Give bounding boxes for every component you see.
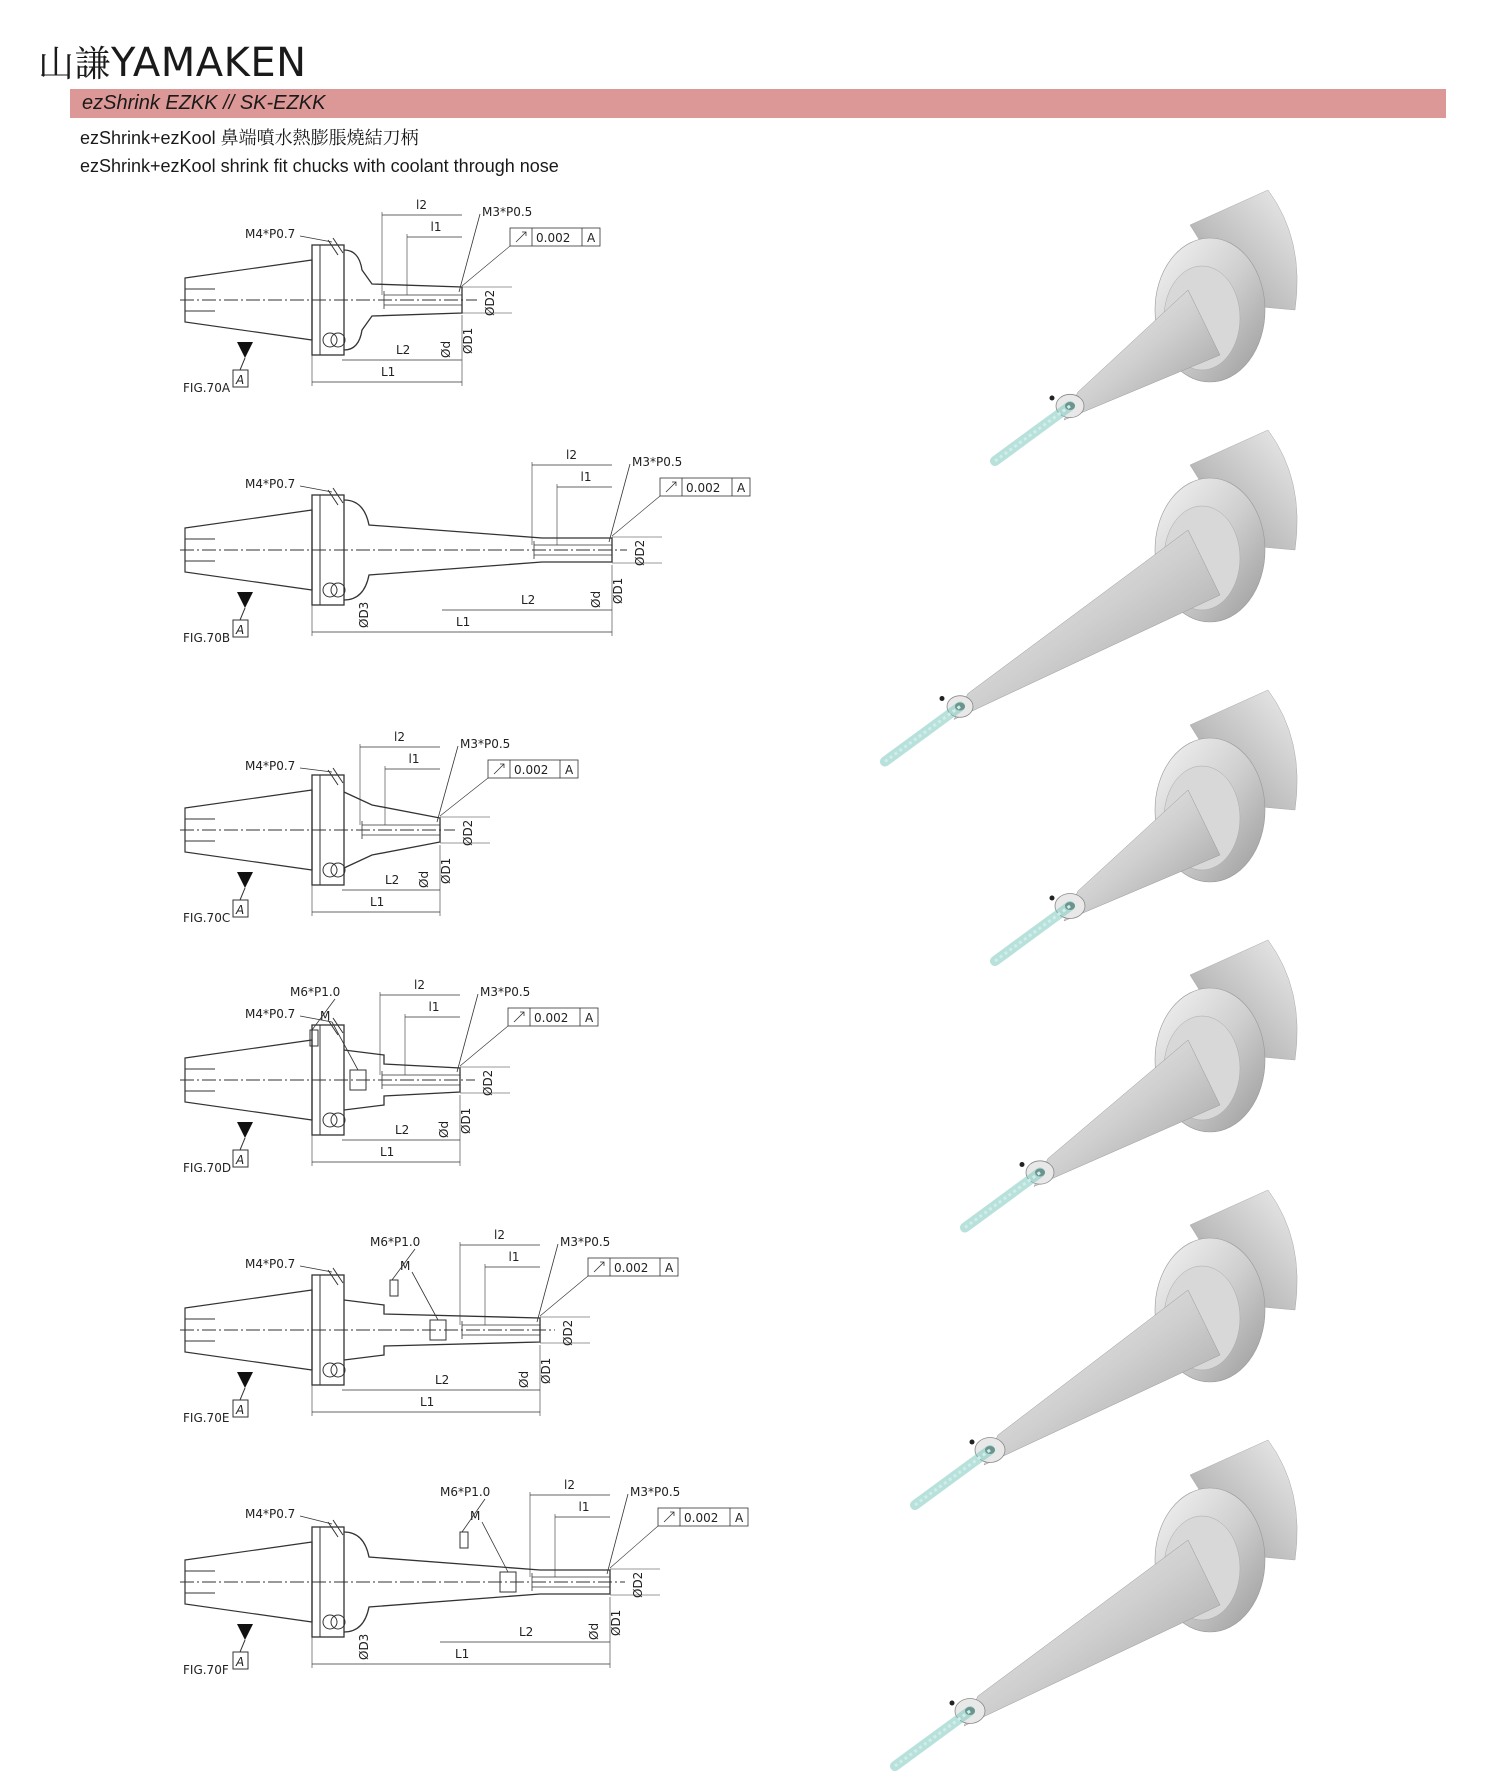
datum-leader	[240, 1138, 245, 1150]
tool-holder-render	[995, 690, 1297, 961]
side-screw	[310, 1030, 318, 1046]
runout-datum: A	[665, 1261, 674, 1275]
figure-id: FIG.70F	[183, 1663, 229, 1677]
flange-keyway	[331, 583, 345, 597]
m3-label: M3*P0.5	[560, 1235, 611, 1249]
m3-leader	[607, 1494, 628, 1574]
dim-L1-label: L1	[380, 1145, 395, 1159]
shank-render	[964, 1540, 1220, 1726]
dim-d2-label: ØD2	[461, 819, 475, 846]
runout-datum: A	[735, 1511, 744, 1525]
m6-leader	[462, 1499, 485, 1532]
thread-leader	[300, 1266, 332, 1272]
dim-l2-label: l2	[414, 978, 425, 992]
thread-label: M4*P0.7	[245, 477, 296, 491]
dim-l2-label: l2	[394, 730, 405, 744]
coolant-screw	[328, 1522, 338, 1537]
runout-icon	[514, 1012, 524, 1022]
datum-leader	[240, 608, 245, 620]
runout-datum: A	[737, 481, 746, 495]
m6-label: M6*P1.0	[290, 985, 341, 999]
thread-leader	[300, 236, 332, 242]
datum-label: A	[236, 623, 245, 637]
side-screw	[390, 1280, 398, 1296]
dim-d3-label: ØD3	[357, 1633, 371, 1660]
subtitle-en: ezShrink+ezKool shrink fit chucks with coolant through nose	[80, 156, 559, 176]
runout-icon	[594, 1262, 604, 1272]
flange-keyway	[323, 333, 337, 347]
technical-drawing	[180, 1228, 678, 1425]
dim-L2-label: L2	[385, 873, 400, 887]
coolant-screw	[328, 770, 338, 785]
coolant-screw	[328, 240, 338, 255]
brand-cjk: 山謙	[38, 44, 112, 85]
datum-leader	[240, 888, 245, 900]
runout-tolerance: 0.002	[686, 481, 721, 495]
dim-d-label: Ød	[417, 870, 431, 888]
coolant-screw	[328, 1270, 338, 1285]
runout-icon	[664, 1512, 674, 1522]
dim-d2-label: ØD2	[483, 289, 497, 316]
datum-triangle	[237, 592, 253, 608]
m3-label: M3*P0.5	[460, 737, 511, 751]
dim-d1-label: ØD1	[609, 1609, 623, 1636]
band-title: ezShrink EZKK // SK-EZKK	[82, 92, 326, 114]
figure-id: FIG.70B	[183, 631, 231, 645]
dim-L2-label: L2	[519, 1625, 534, 1639]
datum-triangle	[237, 872, 253, 888]
coolant-hole	[1020, 1162, 1025, 1167]
dim-l2-label: l2	[416, 198, 427, 212]
runout-leader	[540, 1276, 588, 1316]
flange-keyway	[331, 1363, 345, 1377]
m-label: M	[470, 1509, 481, 1523]
m3-label: M3*P0.5	[630, 1485, 681, 1499]
dim-L2-label: L2	[395, 1123, 410, 1137]
dim-d3-label: ØD3	[357, 601, 371, 628]
runout-icon	[516, 232, 526, 242]
m3-leader	[537, 1244, 558, 1322]
thread-leader	[300, 1516, 332, 1524]
dim-l2-label: l2	[566, 448, 577, 462]
dim-l1-label: l1	[580, 470, 592, 484]
thread-label: M4*P0.7	[245, 1007, 296, 1021]
dim-d2-label: ØD2	[561, 1319, 575, 1346]
shank-render	[1064, 790, 1220, 921]
runout-leader	[612, 496, 660, 536]
m3-leader	[437, 746, 458, 822]
m6-label: M6*P1.0	[370, 1235, 421, 1249]
shank-render	[954, 530, 1220, 720]
m3-leader	[459, 214, 480, 292]
tool-holder-render	[995, 190, 1297, 461]
runout-tolerance: 0.002	[684, 1511, 719, 1525]
m3-label: M3*P0.5	[482, 205, 533, 219]
runout-leader	[462, 246, 510, 286]
datum-label: A	[236, 373, 245, 387]
technical-drawing	[180, 448, 750, 645]
dim-L1-label: L1	[456, 615, 471, 629]
thread-leader	[300, 486, 332, 492]
flange-keyway	[331, 1113, 345, 1127]
side-screw	[460, 1532, 468, 1548]
shank-render	[1064, 290, 1220, 420]
flange-keyway	[331, 863, 345, 877]
dim-l2-label: l2	[494, 1228, 505, 1242]
dim-l2-label: l2	[564, 1478, 575, 1492]
coolant-hole	[1050, 396, 1055, 401]
coolant-hole	[970, 1440, 975, 1445]
tool-holder-render	[895, 1440, 1297, 1766]
dim-L1-label: L1	[420, 1395, 435, 1409]
m-label: M	[400, 1259, 411, 1273]
datum-leader	[240, 1388, 245, 1400]
dim-l1-label: l1	[408, 752, 420, 766]
dim-d-label: Ød	[589, 590, 603, 608]
m6-leader	[392, 1249, 415, 1280]
runout-tolerance: 0.002	[514, 763, 549, 777]
dim-d1-label: ØD1	[439, 857, 453, 884]
datum-triangle	[237, 1122, 253, 1138]
dim-d-label: Ød	[517, 1370, 531, 1388]
coolant-hole	[940, 696, 945, 701]
coolant-screw	[328, 490, 338, 505]
datum-leader	[240, 358, 245, 370]
flange-keyway	[323, 863, 337, 877]
flange-keyway	[323, 1615, 337, 1629]
m-label: M	[320, 1009, 331, 1023]
dim-L1-label: L1	[455, 1647, 470, 1661]
dim-L1-label: L1	[370, 895, 385, 909]
dim-d1-label: ØD1	[611, 577, 625, 604]
dim-l1-label: l1	[578, 1500, 590, 1514]
runout-icon	[666, 482, 676, 492]
datum-label: A	[236, 903, 245, 917]
thread-label: M4*P0.7	[245, 759, 296, 773]
dim-d-label: Ød	[437, 1120, 451, 1138]
figure-id: FIG.70A	[183, 381, 231, 395]
runout-icon	[494, 764, 504, 774]
datum-triangle	[237, 342, 253, 358]
dim-d-label: Ød	[439, 340, 453, 358]
thread-label: M4*P0.7	[245, 1257, 296, 1271]
technical-drawing	[180, 978, 598, 1175]
datum-leader	[240, 1640, 245, 1652]
datum-label: A	[236, 1655, 245, 1669]
thread-label: M4*P0.7	[245, 227, 296, 241]
technical-drawing	[180, 198, 600, 395]
m-leader	[482, 1522, 508, 1572]
dim-d-label: Ød	[587, 1622, 601, 1640]
m3-leader	[457, 994, 478, 1072]
dim-d1-label: ØD1	[461, 327, 475, 354]
coolant-hole	[1050, 896, 1055, 901]
dim-L2-label: L2	[435, 1373, 450, 1387]
runout-leader	[460, 1026, 508, 1066]
subtitle-zh: ezShrink+ezKool 鼻端噴水熱膨脹燒結刀柄	[80, 128, 419, 148]
thread-leader	[300, 768, 332, 772]
runout-datum: A	[587, 231, 596, 245]
dim-l1-label: l1	[508, 1250, 520, 1264]
runout-leader	[610, 1526, 658, 1568]
figure-id: FIG.70C	[183, 911, 231, 925]
datum-triangle	[237, 1372, 253, 1388]
dim-d1-label: ØD1	[459, 1107, 473, 1134]
figure-id: FIG.70E	[183, 1411, 230, 1425]
tool-holder-render	[965, 940, 1297, 1228]
technical-drawing	[180, 1478, 748, 1677]
flange-keyway	[323, 583, 337, 597]
dim-d2-label: ØD2	[481, 1069, 495, 1096]
dim-L2-label: L2	[396, 343, 411, 357]
runout-tolerance: 0.002	[536, 231, 571, 245]
brand-latin: YAMAKEN	[111, 40, 307, 86]
dim-d2-label: ØD2	[633, 539, 647, 566]
m3-leader	[609, 464, 630, 542]
figure-id: FIG.70D	[183, 1161, 232, 1175]
runout-tolerance: 0.002	[534, 1011, 569, 1025]
runout-tolerance: 0.002	[614, 1261, 649, 1275]
dim-d1-label: ØD1	[539, 1357, 553, 1384]
runout-datum: A	[585, 1011, 594, 1025]
coolant-hole	[950, 1701, 955, 1706]
datum-triangle	[237, 1624, 253, 1640]
shank-render	[984, 1290, 1220, 1465]
datum-label: A	[236, 1153, 245, 1167]
flange-keyway	[331, 1615, 345, 1629]
thread-label: M4*P0.7	[245, 1507, 296, 1521]
runout-datum: A	[565, 763, 574, 777]
dim-l1-label: l1	[430, 220, 442, 234]
datum-label: A	[236, 1403, 245, 1417]
flange-keyway	[331, 333, 345, 347]
dim-L2-label: L2	[521, 593, 536, 607]
dim-L1-label: L1	[381, 365, 396, 379]
flange-keyway	[323, 1113, 337, 1127]
flange-keyway	[323, 1363, 337, 1377]
m-leader	[332, 1022, 358, 1070]
technical-drawing	[180, 730, 578, 925]
dim-l1-label: l1	[428, 1000, 440, 1014]
m3-label: M3*P0.5	[480, 985, 531, 999]
m-leader	[412, 1272, 438, 1320]
shank-render	[1034, 1040, 1220, 1187]
m6-label: M6*P1.0	[440, 1485, 491, 1499]
m3-label: M3*P0.5	[632, 455, 683, 469]
dim-d2-label: ØD2	[631, 1571, 645, 1598]
